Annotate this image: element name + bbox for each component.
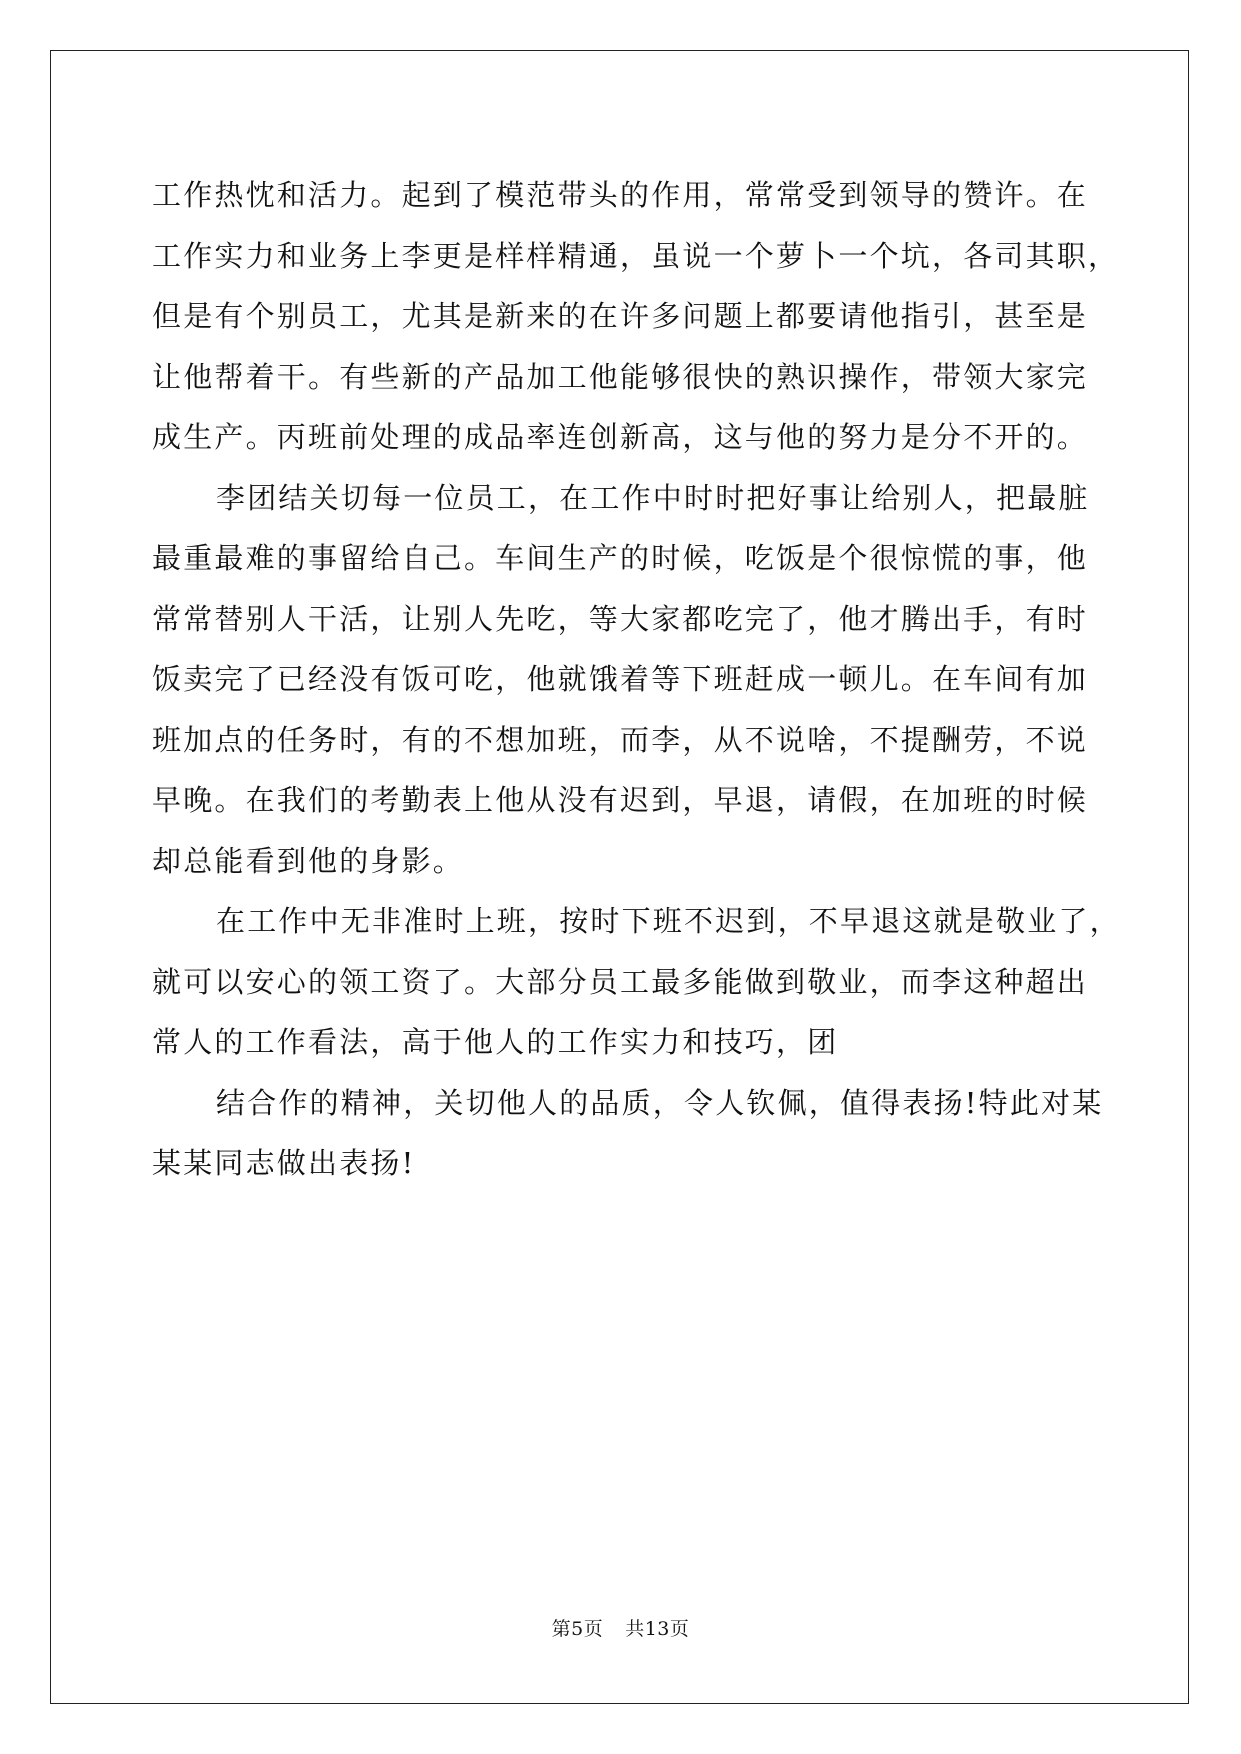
text-line: 工作热忱和活力。起到了模范带头的作用，常常受到领导的赞许。在 [152,178,1089,212]
page-number: 第5页 [551,1618,604,1640]
text-line: 常人的工作看法，高于他人的工作实力和技巧，团 [152,1025,839,1059]
text-line: 最重最难的事留给自己。车间生产的时候，吃饭是个很惊慌的事，他 [152,541,1089,575]
text-line: 早晚。在我们的考勤表上他从没有迟到，早退，请假，在加班的时候 [152,783,1089,817]
text-line: 但是有个别员工，尤其是新来的在许多问题上都要请他指引，甚至是 [152,299,1089,333]
document-body [152,165,1121,1194]
text-line: 工作实力和业务上李更是样样精通，虽说一个萝卜一个坑，各司其职， [152,238,1120,273]
text-line: 在工作中无非准时上班，按时下班不迟到，不早退这就是敬业了， [216,904,1121,938]
text-line: 某某同志做出表扬! [152,1146,416,1180]
text-line: 却总能看到他的身影。 [152,843,465,878]
page-total: 共13页 [625,1618,690,1640]
text-line: 常常替别人干活，让别人先吃，等大家都吃完了，他才腾出手，有时 [152,601,1089,636]
page-footer [0,1614,1241,1641]
text-line: 结合作的精神，关切他人的品质，令人钦佩，值得表扬!特此对某 [216,1085,1104,1120]
text-line: 就可以安心的领工资了。大部分员工最多能做到敬业，而李这种超出 [152,964,1089,999]
text-line: 饭卖完了已经没有饭可吃，他就饿着等下班赶成一顿儿。在车间有加 [152,662,1089,696]
text-line: 让他帮着干。有些新的产品加工他能够很快的熟识操作，带领大家完 [152,359,1089,394]
text-line: 班加点的任务时，有的不想加班，而李，从不说啥，不提酬劳，不说 [152,722,1089,757]
text-line: 李团结关切每一位员工，在工作中时时把好事让给别人，把最脏 [216,480,1090,515]
text-line: 成生产。丙班前处理的成品率连创新高，这与他的努力是分不开的。 [152,420,1089,454]
